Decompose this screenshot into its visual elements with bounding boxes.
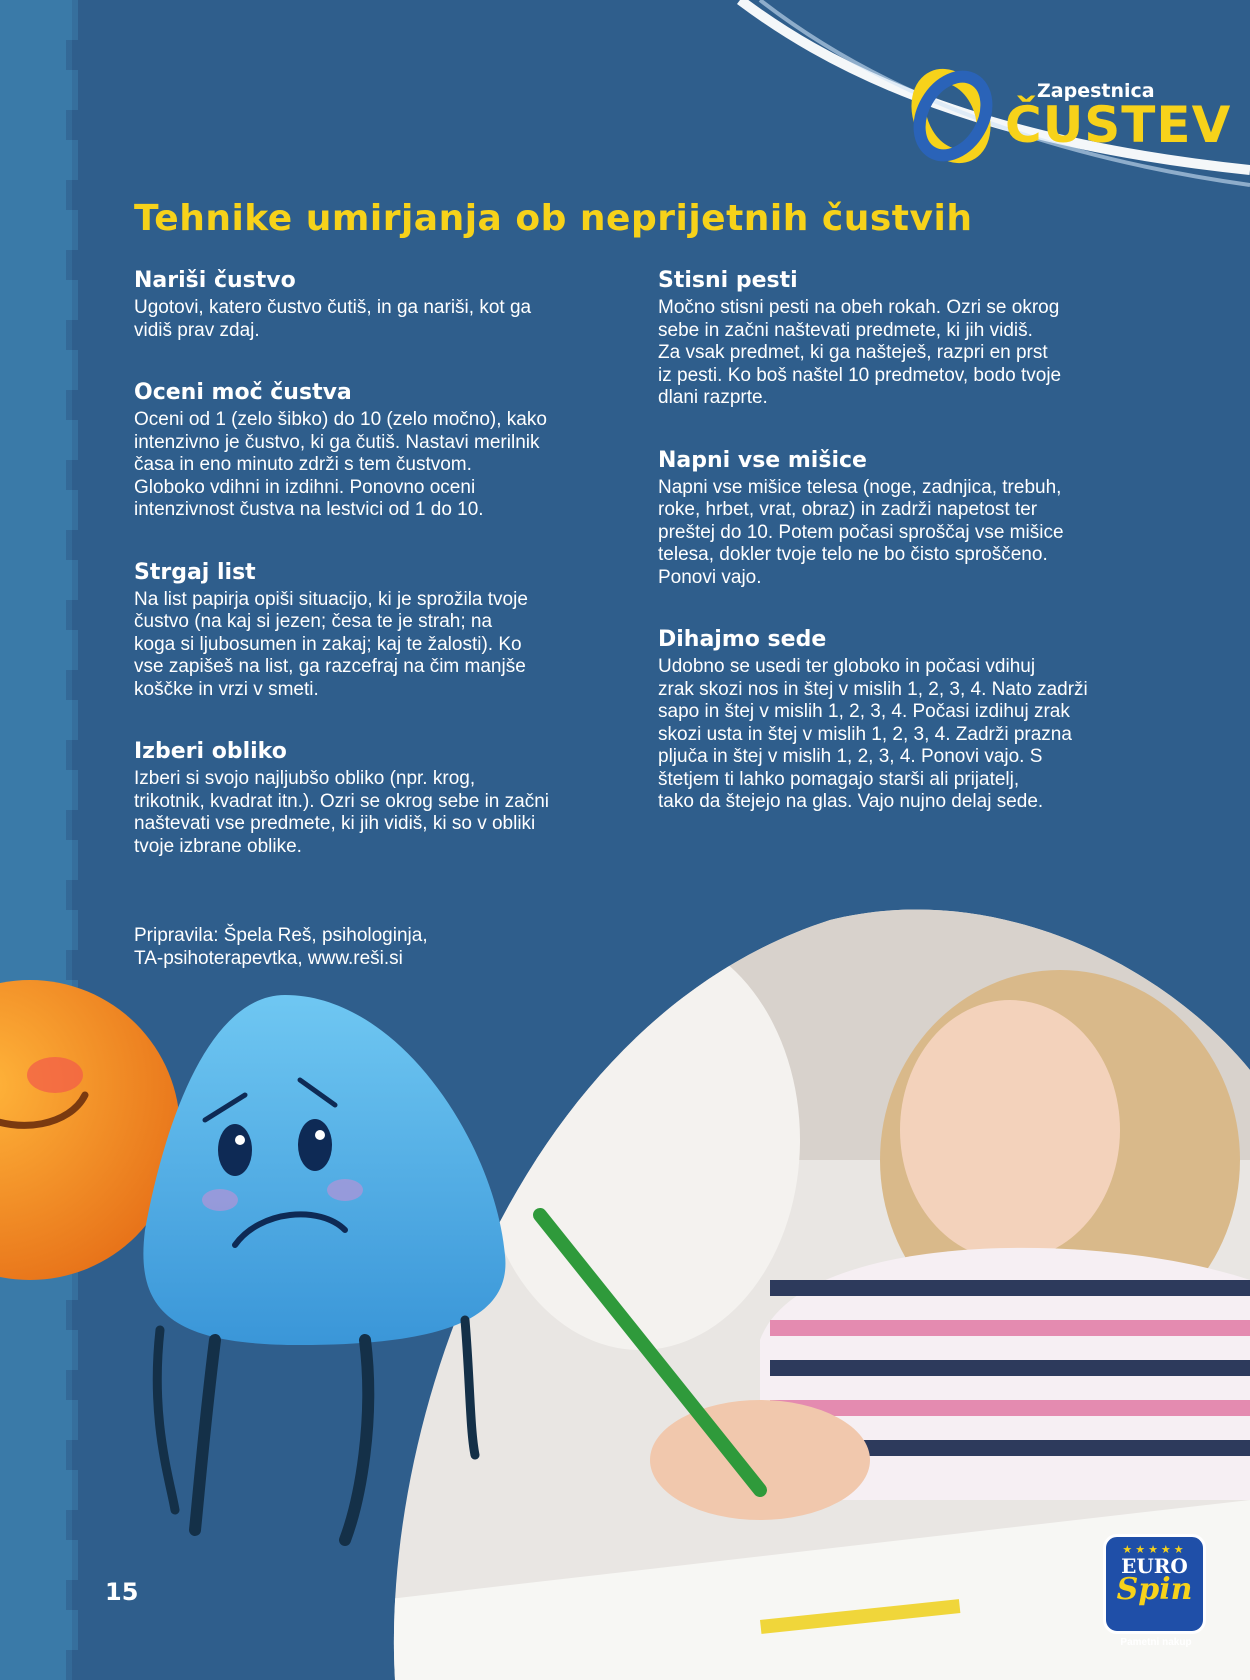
text-line: časa in eno minuto zdrži s tem čustvom. — [134, 454, 472, 475]
text-line: naštevati vse predmete, ki jih vidiš, ki so v obliki — [134, 813, 536, 834]
section-heading: Strgaj list — [134, 559, 256, 585]
section-stisni-pesti — [658, 268, 1128, 410]
text-line: zrak skozi nos in štej v mislih 1, 2, 3, 4. Nato zadrži — [658, 678, 1088, 700]
text-line: iz pesti. Ko boš naštel 10 predmetov, bodo tvoje — [658, 364, 1062, 386]
text-line: dlani razprte. — [658, 387, 768, 408]
section-dihajmo-sede — [658, 627, 1128, 814]
section-text — [658, 297, 1128, 410]
text-line: Globoko vdihni in izdihni. Ponovno oceni — [134, 476, 476, 498]
section-izberi-obliko — [134, 739, 604, 858]
text-line: koščke in vrzi v smeti. — [134, 678, 319, 700]
text-line: tvoje izbrane oblike. — [134, 835, 302, 857]
text-line: Močno stisni pesti na obeh rokah. Ozri se okrog — [658, 297, 1060, 318]
section-napni-vse-misice — [658, 448, 1128, 590]
logo-text-euro: EURO — [1121, 1554, 1188, 1578]
text-line: vse zapišeš na list, ga razcefraj na čim manjše — [134, 656, 526, 677]
text-line: Napni vse mišice telesa (noge, zadnjica, trebuh, — [658, 476, 1062, 498]
text-line: čustvo (na kaj si jezen; česa te je strah; na — [134, 611, 493, 632]
section-heading: Dihajmo sede — [658, 627, 827, 652]
section-heading: Nariši čustvo — [134, 268, 296, 293]
logo-tagline: Pametni nakup — [1120, 1637, 1192, 1648]
section-text — [658, 656, 1128, 814]
text-line: roke, hrbet, vrat, obraz) in zadrži napetost ter — [658, 499, 1038, 520]
text-line: trikotnik, kvadrat itn.). Ozri se okrog sebe in začni — [134, 790, 549, 812]
brand-subtitle: Zapestnica — [1037, 80, 1155, 102]
text-line: Udobno se usedi ter globoko in počasi vdihuj — [658, 656, 1036, 677]
credit-line: Pripravila: Špela Reš, psihologinja, — [134, 925, 428, 946]
page-title: Tehnike umirjanja ob neprijetnih čustvih — [134, 198, 973, 239]
text-line: Ponovi vajo. — [658, 566, 762, 588]
text-line: tako da štejejo na glas. Vajo nujno delaj sede. — [658, 791, 1044, 812]
page-number: 15 — [105, 1578, 139, 1606]
brand-title: ČUSTEV — [1005, 96, 1232, 154]
wristband-logo-icon — [905, 66, 1000, 166]
text-line: Na list papirja opiši situacijo, ki je sprožila tvoje — [134, 588, 528, 610]
section-narisi-custvo — [134, 268, 604, 342]
text-line: skozi usta in štej v mislih 1, 2, 3, 4. Zadrži prazna — [658, 723, 1072, 745]
section-heading: Napni vse mišice — [658, 447, 867, 473]
text-line: pljuča in štej v mislih 1, 2, 3, 4. Ponovi vajo. S — [658, 746, 1043, 767]
text-line: Oceni od 1 (zelo šibko) do 10 (zelo močno), kako — [134, 409, 547, 430]
text-line: Ugotovi, katero čustvo čutiš, in ga nariši, kot ga — [134, 297, 532, 318]
section-text — [658, 477, 1128, 590]
section-heading: Izberi obliko — [134, 739, 287, 764]
brand-header — [905, 66, 1232, 171]
credit-line: TA-psihoterapevtka, www.reši.si — [134, 948, 403, 969]
section-text — [134, 409, 604, 522]
section-text — [134, 589, 604, 702]
section-text — [134, 297, 604, 342]
logo-stars-icon: ★★★★★ — [1122, 1544, 1187, 1556]
section-heading: Stisni pesti — [658, 268, 798, 293]
text-line: preštej do 10. Potem počasi sproščaj vse mišice — [658, 521, 1064, 543]
text-line: telesa, dokler tvoje telo ne bo čisto sproščeno. — [658, 544, 1048, 565]
text-line: sapo in štej v mislih 1, 2, 3, 4. Počasi izdihuj zrak — [658, 701, 1070, 722]
eurospin-logo — [1103, 1534, 1206, 1634]
text-line: štetjem ti lahko pomagajo starši ali prijatelj, — [658, 768, 1020, 790]
section-strgaj-list — [134, 560, 604, 702]
right-column — [658, 268, 1128, 852]
text-line: sebe in začni naštevati predmete, ki jih vidiš. — [658, 319, 1033, 341]
logo-text-spin: Spin — [1116, 1572, 1193, 1607]
section-text — [134, 768, 604, 858]
text-line: koga si ljubosumen in zakaj; kaj te žalosti). Ko — [134, 633, 522, 655]
section-heading: Oceni moč čustva — [134, 380, 352, 405]
left-column — [134, 268, 604, 896]
text-line: vidiš prav zdaj. — [134, 319, 260, 341]
section-oceni-moc-custva — [134, 380, 604, 522]
text-line: Za vsak predmet, ki ga našteješ, razpri en prst — [658, 342, 1048, 363]
text-line: intenzivno je čustvo, ki ga čutiš. Nastavi merilnik — [134, 431, 540, 453]
text-line: intenzivnost čustva na lestvici od 1 do 10. — [134, 499, 484, 520]
illustration-child-drawing-with-mascots — [0, 900, 1250, 1680]
text-line: Izberi si svojo najljubšo obliko (npr. krog, — [134, 768, 476, 789]
